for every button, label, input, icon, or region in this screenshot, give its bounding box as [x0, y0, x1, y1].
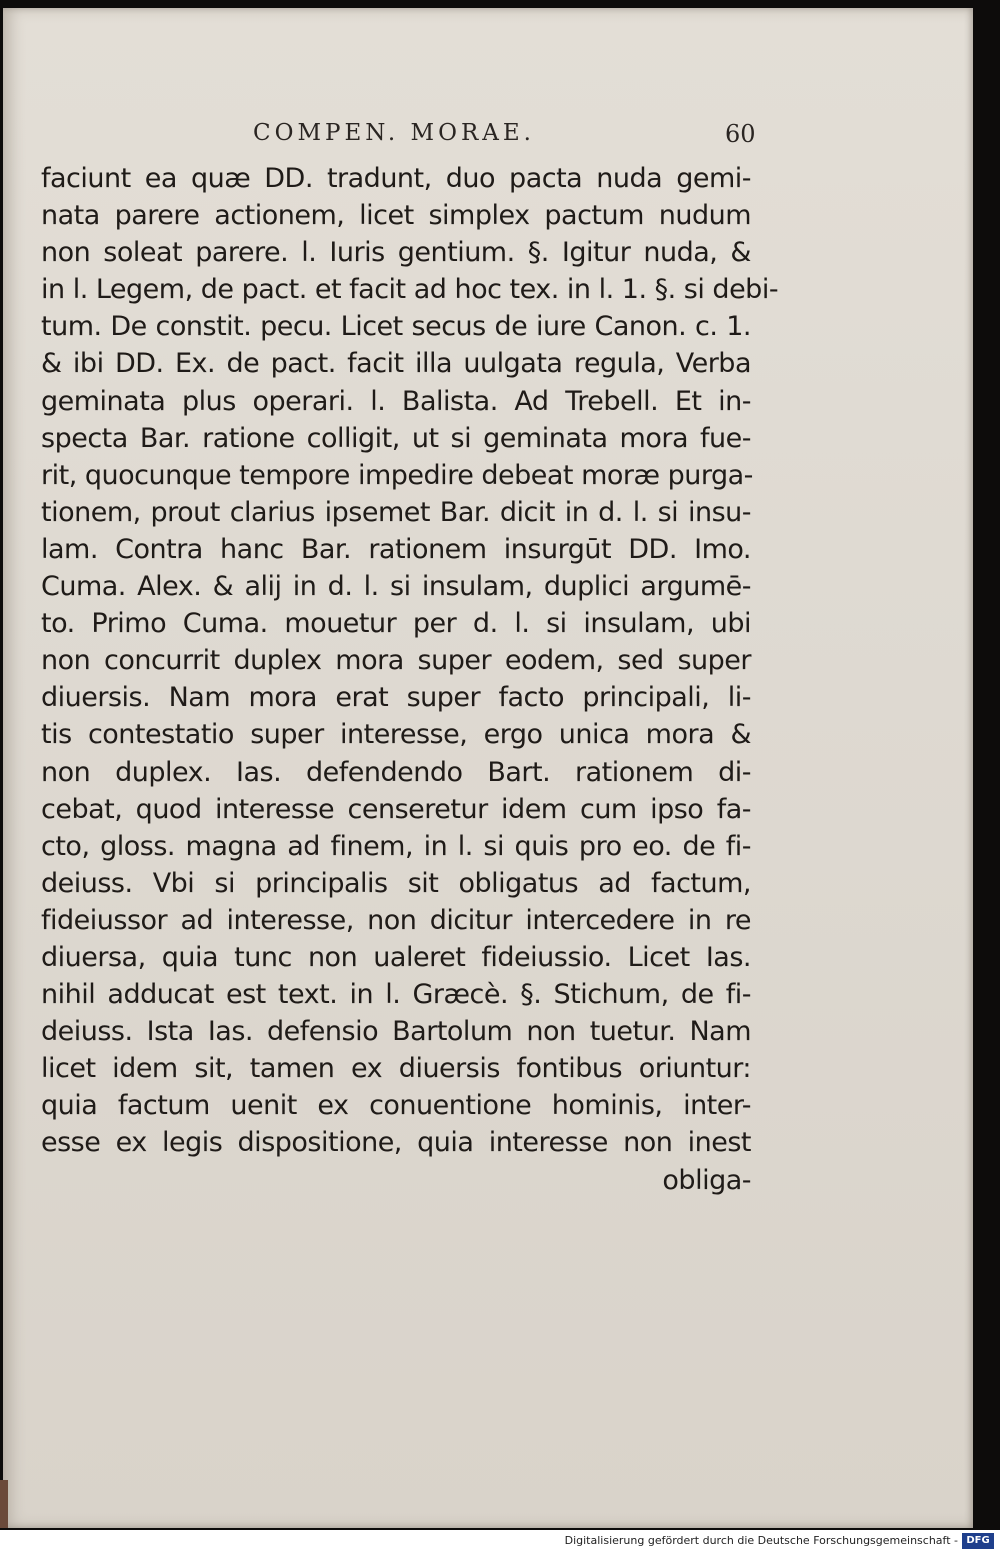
text-line: Cuma. Alex. & alij in d. l. si insulam, duplici argumē- [41, 571, 751, 603]
text-line: tum. De constit. pecu. Licet secus de iure Canon. c. 1. [41, 311, 751, 343]
text-line: cto, gloss. magna ad finem, in l. si quis pro eo. de fi- [41, 830, 751, 862]
text-line: rit, quocunque tempore impedire debeat moræ purga- [41, 459, 753, 491]
text-line: & ibi DD. Ex. de pact. facit illa uulgata regula, Verba [41, 348, 751, 380]
text-line: cebat, quod interesse censeretur idem cum ipso fa- [41, 793, 751, 825]
text-line: non duplex. Ias. defendendo Bart. rationem di- [41, 756, 751, 788]
running-head: COMPEN. MORAE. [253, 120, 535, 146]
text-line: nihil adducat est text. in l. Græcè. §. Stichum, de fi- [41, 979, 751, 1011]
text-line: fideiussor ad interesse, non dicitur intercedere in re [41, 904, 751, 936]
text-line: nata parere actionem, licet simplex pactum nudum [41, 200, 751, 232]
text-line: in l. Legem, de pact. et facit ad hoc tex. in l. 1. §. si debi- [41, 274, 779, 306]
catchword: obliga- [662, 1164, 751, 1196]
text-line: non soleat parere. l. Iuris gentium. §. Igitur nuda, & [41, 237, 751, 269]
text-line: geminata plus operari. l. Balista. Ad Trebell. Et in- [41, 385, 751, 417]
dfg-logo: DFG [962, 1533, 994, 1549]
page-header [3, 120, 973, 156]
binding-edge [0, 1480, 8, 1528]
text-line: quia factum uenit ex conuentione hominis, inter- [41, 1090, 751, 1122]
text-line: to. Primo Cuma. mouetur per d. l. si insulam, ubi [41, 608, 751, 640]
text-line: specta Bar. ratione colligit, ut si geminata mora fue- [41, 422, 751, 454]
text-line: non concurrit duplex mora super eodem, sed super [41, 645, 751, 677]
footer-bar [0, 1530, 1000, 1553]
text-line: tis contestatio super interesse, ergo unica mora & [41, 719, 751, 751]
body-text [41, 160, 779, 1199]
text-line: licet idem sit, tamen ex diuersis fontibus oriuntur: [41, 1053, 751, 1085]
text-line: diuersa, quia tunc non ualeret fideiussio. Licet Ias. [41, 941, 751, 973]
text-line: esse ex legis dispositione, quia interesse non inest [41, 1127, 751, 1159]
page-number: 60 [725, 120, 756, 148]
text-line: diuersis. Nam mora erat super facto principali, li- [41, 682, 751, 714]
text-line: tionem, prout clarius ipsemet Bar. dicit in d. l. si insu- [41, 496, 751, 528]
text-line: lam. Contra hanc Bar. rationem insurgūt DD. Imo. [41, 533, 751, 565]
text-line: deiuss. Vbi si principalis sit obligatus ad factum, [41, 867, 751, 899]
funding-credit: Digitalisierung gefördert durch die Deutsche Forschungsgemeinschaft - [564, 1534, 958, 1547]
text-line: deiuss. Ista Ias. defensio Bartolum non tuetur. Nam [41, 1016, 751, 1048]
book-page [3, 8, 973, 1528]
text-line: faciunt ea quæ DD. tradunt, duo pacta nuda gemi- [41, 163, 751, 194]
